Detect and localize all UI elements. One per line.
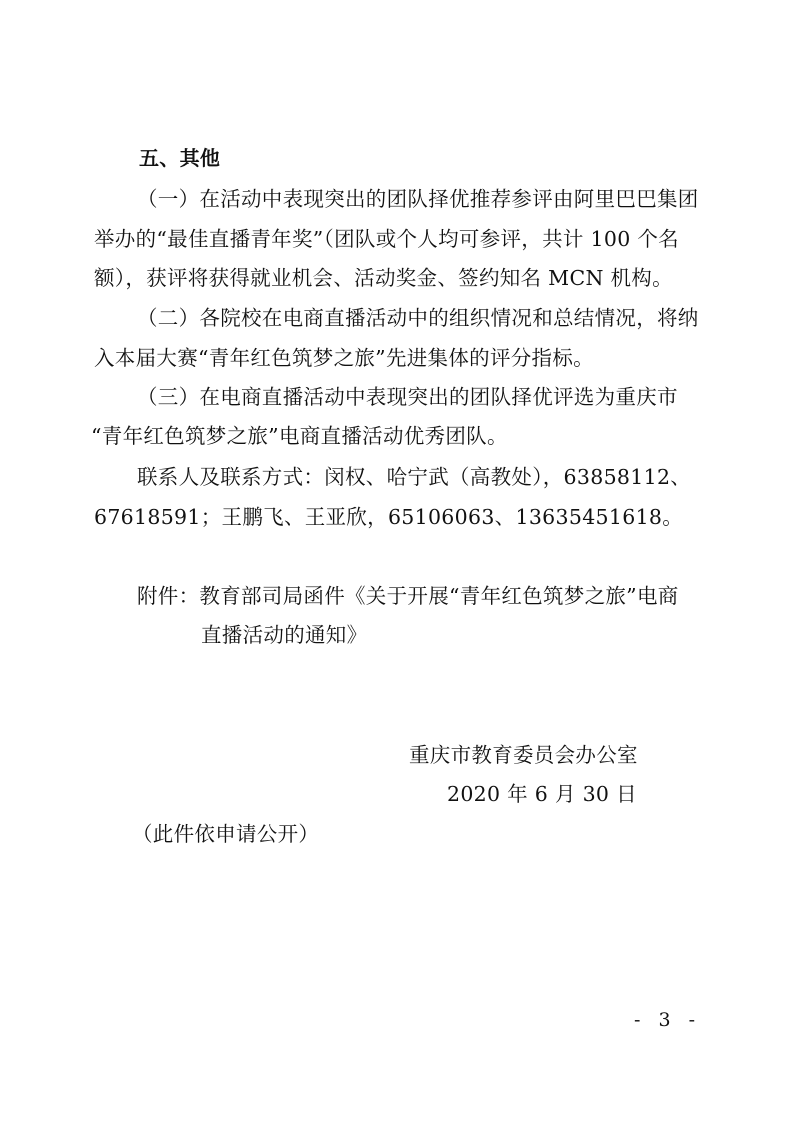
contact-line-2: 67618591；王鹏飞、王亚欣，65106063、13635451618。 (94, 505, 684, 529)
page-number: - 3 - (634, 1009, 702, 1031)
paragraph-1-line-1: （一）在活动中表现突出的团队择优推荐参评由阿里巴巴集团 (137, 187, 699, 211)
signature-org: 重庆市教育委员会办公室 (409, 743, 638, 767)
attachment-line-1: 附件：教育部司局函件《关于开展“青年红色筑梦之旅”电商 (137, 584, 679, 608)
paragraph-2-line-2: 入本届大赛“青年红色筑梦之旅”先进集体的评分指标。 (94, 346, 594, 370)
paragraph-3-line-2: “青年红色筑梦之旅”电商直播活动优秀团队。 (91, 424, 508, 448)
paragraph-2-line-1: （二）各院校在电商直播活动中的组织情况和总结情况，将纳 (137, 306, 699, 330)
paragraph-3-line-1: （三）在电商直播活动中表现突出的团队择优评选为重庆市 (137, 385, 678, 409)
disclosure-note: （此件依申请公开） (132, 822, 320, 846)
paragraph-1-line-2: 举办的“最佳直播青年奖”（团队或个人均可参评，共计 100 个名 (94, 227, 679, 251)
contact-line-1: 联系人及联系方式：闵权、哈宁武（高教处），63858112、 (137, 465, 692, 489)
signature-date: 2020 年 6 月 30 日 (447, 782, 637, 806)
section-heading: 五、其他 (139, 146, 221, 170)
paragraph-1-line-3: 额），获评将获得就业机会、活动奖金、签约知名 MCN 机构。 (94, 266, 673, 290)
attachment-line-2: 直播活动的通知》 (201, 623, 368, 647)
